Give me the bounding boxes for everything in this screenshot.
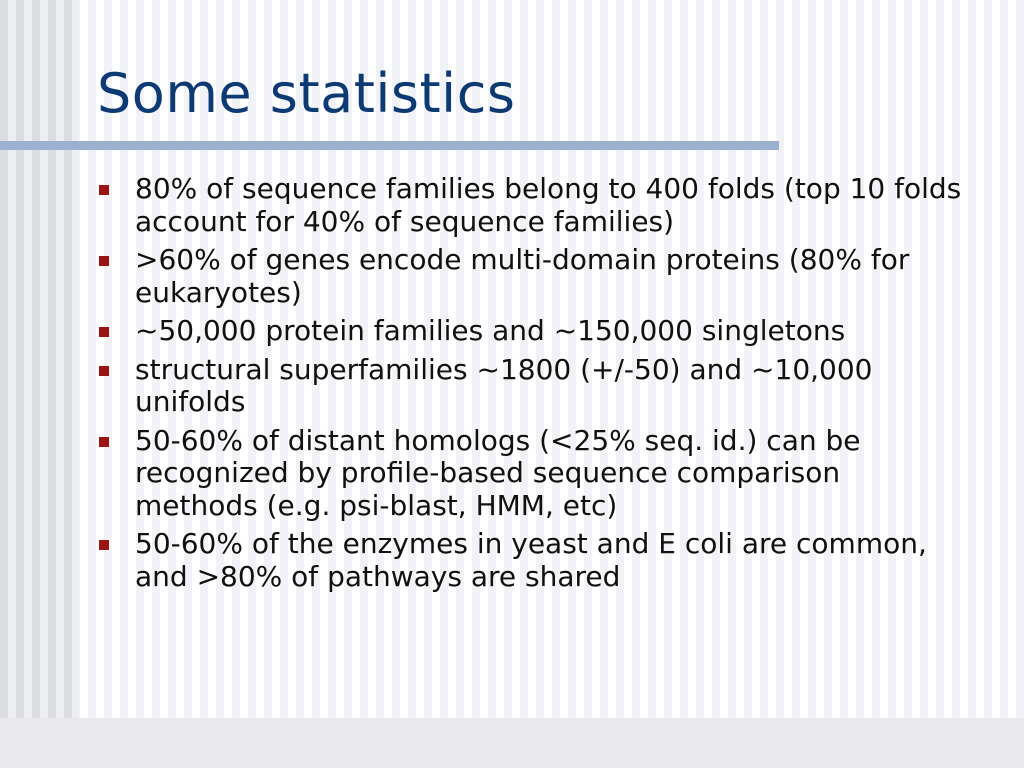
- bullet-item: [95, 173, 965, 238]
- square-bullet-icon: [99, 366, 109, 376]
- bullet-text: 50-60% of the enzymes in yeast and E coli are common, and >80% of pathways are shared: [135, 527, 927, 593]
- square-bullet-icon: [99, 327, 109, 337]
- bullet-item: [95, 425, 965, 523]
- bullet-item: [95, 528, 965, 593]
- bullet-text: >60% of genes encode multi-domain proteins (80% for eukaryotes): [135, 243, 910, 309]
- bullet-text: structural superfamilies ~1800 (+/-50) and ~10,000 unifolds: [135, 352, 873, 418]
- square-bullet-icon: [99, 256, 109, 266]
- square-bullet-icon: [99, 437, 109, 447]
- decorative-stripes: [0, 0, 78, 718]
- bullet-item: [95, 354, 965, 419]
- bullet-list: [95, 173, 965, 599]
- square-bullet-icon: [99, 185, 109, 195]
- bullet-text: 80% of sequence families belong to 400 folds (top 10 folds account for 40% of sequence families): [135, 172, 962, 238]
- bottom-band: [0, 718, 1024, 768]
- title-underline: [0, 141, 779, 150]
- bullet-text: 50-60% of distant homologs (<25% seq. id.) can be recognized by profile-based sequence comparison methods (e.g. psi-blast, HMM, etc): [135, 423, 861, 522]
- square-bullet-icon: [99, 540, 109, 550]
- bullet-item: [95, 315, 965, 348]
- bullet-item: [95, 244, 965, 309]
- slide-title: Some statistics: [97, 62, 516, 125]
- bullet-text: ~50,000 protein families and ~150,000 singletons: [135, 314, 846, 347]
